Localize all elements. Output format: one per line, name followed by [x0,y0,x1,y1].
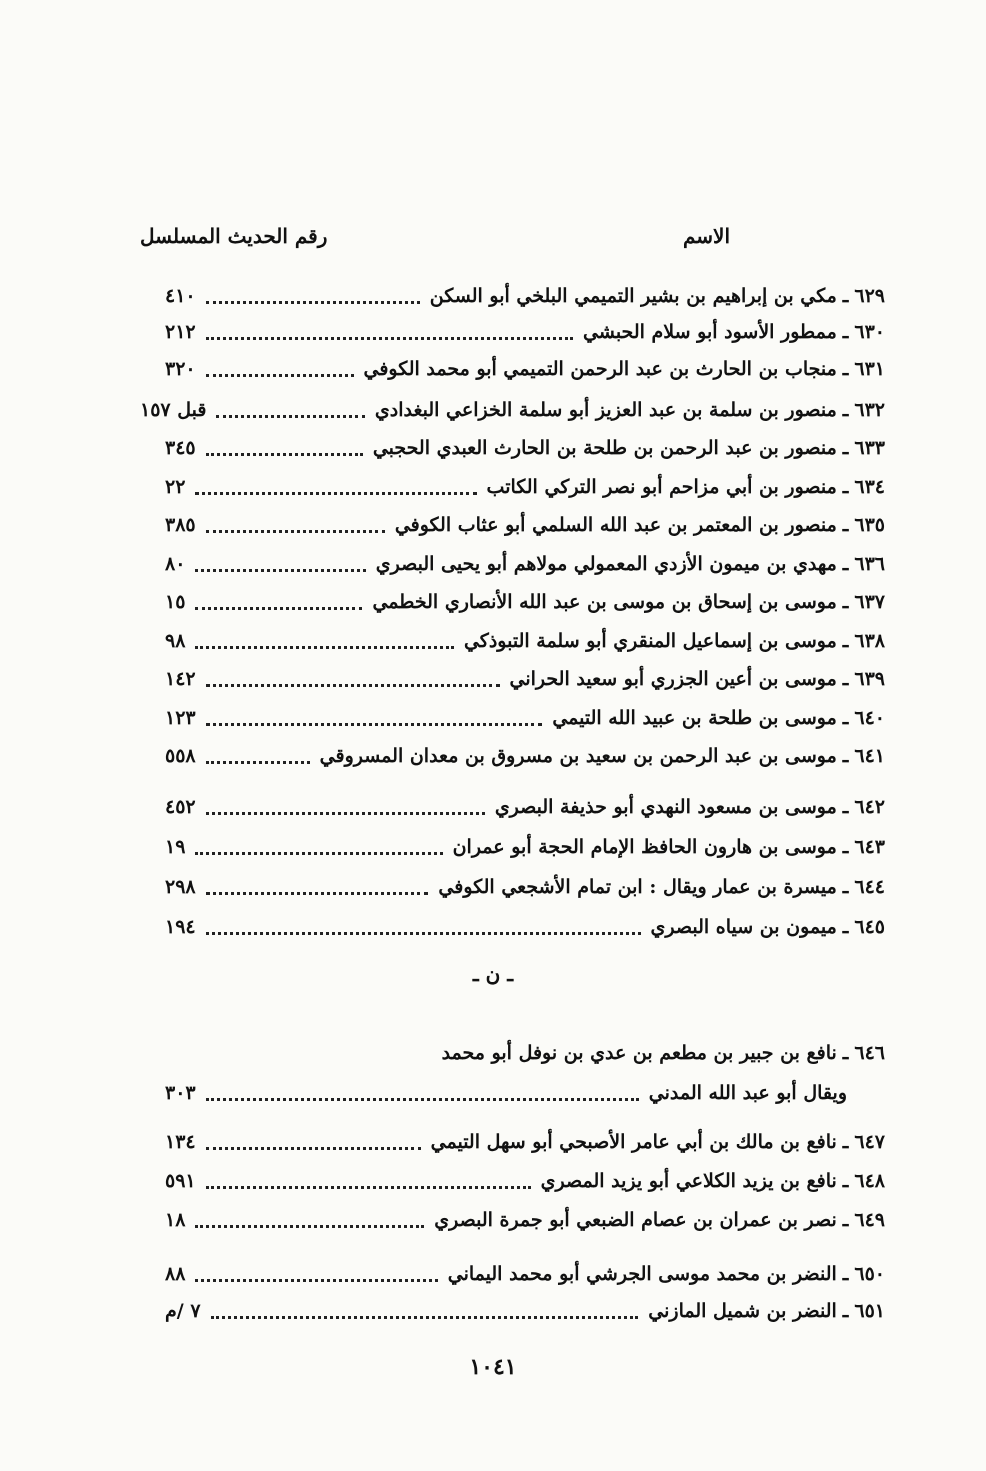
leader-dots [206,760,310,764]
index-entry: ٦٣٧ ـ موسى بن إسحاق بن موسى بن عبد الله الأنصاري الخطمي ١٥ [165,591,885,613]
index-entry: ٦٢٩ ـ مكي بن إبراهيم بن بشير التميمي البلخي أبو السكن ٤١٠ [165,285,885,307]
leader-dots [195,1224,424,1228]
leader-dots [195,645,454,649]
leader-dots [206,1185,531,1189]
leader-dots [206,1097,639,1101]
index-entry: ٦٣٠ ـ ممطور الأسود أبو سلام الحبشي ٢١٢ [165,321,885,343]
leader-dots [211,1315,639,1319]
section-heading-nun: ـ ن ـ [472,962,514,986]
index-entry: ٦٤٧ ـ نافع بن مالك بن أبي عامر الأصبحي أبو سهل التيمي ١٣٤ [165,1131,885,1153]
index-entry: ٦٣٦ ـ مهدي بن ميمون الأزدي المعمولي مولاهم أبو يحيى البصري ٨٠ [165,553,885,575]
leader-dots [206,891,429,895]
leader-dots [206,931,641,935]
leader-dots [195,606,362,610]
leader-dots [206,373,354,377]
index-entry: ٦٤٤ ـ ميسرة بن عمار ويقال : ابن تمام الأشجعي الكوفي ٢٩٨ [165,876,885,898]
leader-dots [206,529,385,533]
index-entry: ٦٤٢ ـ موسى بن مسعود النهدي أبو حذيفة البصري ٤٥٢ [165,796,885,818]
leader-dots [195,851,442,855]
leader-dots [206,722,543,726]
leader-dots [195,568,365,572]
index-entry: ٦٤٠ ـ موسى بن طلحة بن عبيد الله التيمي ١٢٣ [165,707,885,729]
index-entry: ٦٣٨ ـ موسى بن إسماعيل المنقري أبو سلمة التبوذكي ٩٨ [165,630,885,652]
index-entry-continuation: ويقال أبو عبد الله المدني ٣٠٣ [165,1082,847,1104]
index-entry: ٦٤١ ـ موسى بن عبد الرحمن بن سعيد بن مسروق بن معدان المسروقي ٥٥٨ [165,745,885,767]
leader-dots [206,1146,421,1150]
page-number: ١٠٤١ [469,1354,517,1380]
column-header [140,224,730,256]
index-entry: ٦٣٩ ـ موسى بن أعين الجزري أبو سعيد الحراني ١٤٢ [165,668,885,690]
index-entry: ٦٣١ ـ منجاب بن الحارث بن عبد الرحمن التميمي أبو محمد الكوفي ٣٢٠ [165,358,885,380]
leader-dots [195,1278,437,1282]
index-entry: ٦٣٣ ـ منصور بن عبد الرحمن بن طلحة بن الحارث العبدي الحجبي ٣٤٥ [165,437,885,459]
index-entry: ٦٣٥ ـ منصور بن المعتمر بن عبد الله السلمي أبو عثاب الكوفي ٣٨٥ [165,514,885,536]
leader-dots [216,414,364,418]
index-entry: ٦٥٠ ـ النضر بن محمد موسى الجرشي أبو محمد اليماني ٨٨ [165,1263,885,1285]
index-entry: ٦٣٤ ـ منصور بن أبي مزاحم أبو نصر التركي الكاتب ٢٢ [165,476,885,498]
index-entry: ٦٤٨ ـ نافع بن يزيد الكلاعي أبو يزيد المصري ٥٩١ [165,1170,885,1192]
index-entry: ٦٣٢ ـ منصور بن سلمة بن عبد العزيز أبو سلمة الخزاعي البغدادي قبل ١٥٧ [140,399,885,421]
leader-dots [206,452,363,456]
leader-dots [206,811,485,815]
hadith-number-column-title: رقم الحديث المسلسل [140,224,328,248]
leader-dots [206,683,500,687]
leader-dots [195,491,476,495]
name-column-title: الاسم [682,224,730,248]
index-entry: ٦٤٥ ـ ميمون بن سياه البصري ١٩٤ [165,916,885,938]
index-entry: ٦٤٩ ـ نصر بن عمران بن عصام الضبعي أبو جمرة البصري ١٨ [165,1209,885,1231]
index-entry: ٦٤٦ ـ نافع بن جبير بن مطعم بن عدي بن نوفل أبو محمد [441,1042,885,1064]
index-entry: ٦٥١ ـ النضر بن شميل المازني ٧ /م [165,1300,885,1322]
leader-dots [206,300,420,304]
index-entry: ٦٤٣ ـ موسى بن هارون الحافظ الإمام الحجة أبو عمران ١٩ [165,836,885,858]
leader-dots [206,336,573,340]
